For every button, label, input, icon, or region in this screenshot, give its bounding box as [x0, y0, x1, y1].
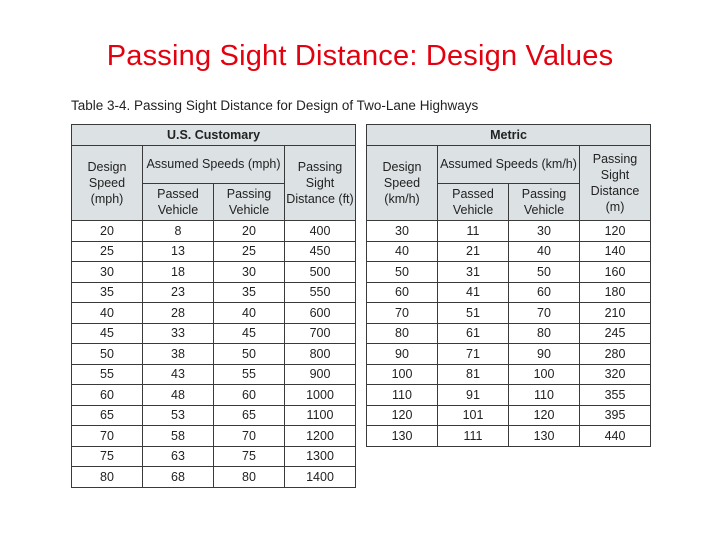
us-table-cell: 400 — [285, 221, 356, 242]
us-table-row — [72, 426, 356, 447]
metric-table-cell: 130 — [367, 426, 438, 447]
metric-table-cell: 70 — [367, 303, 438, 324]
us-table-row — [72, 344, 356, 365]
metric-psd-header: Passing Sight Distance (m) — [580, 146, 651, 221]
us-table-cell: 600 — [285, 303, 356, 324]
us-table-cell: 30 — [72, 262, 143, 283]
metric-table-cell: 40 — [509, 241, 580, 262]
us-table-cell: 23 — [143, 282, 214, 303]
us-table-cell: 700 — [285, 323, 356, 344]
us-table-cell: 35 — [72, 282, 143, 303]
us-assumed-speeds-header: Assumed Speeds (mph) — [143, 146, 285, 184]
metric-table-cell: 71 — [438, 344, 509, 365]
us-table-row — [72, 303, 356, 324]
us-table-cell: 55 — [72, 364, 143, 385]
metric-header: Metric — [367, 125, 651, 146]
metric-table-row — [367, 303, 651, 324]
us-table-cell: 80 — [72, 467, 143, 488]
metric-table-cell: 90 — [367, 344, 438, 365]
us-customary-table — [71, 124, 356, 488]
metric-table-cell: 50 — [509, 262, 580, 283]
metric-table-cell: 61 — [438, 323, 509, 344]
metric-table-cell: 120 — [509, 405, 580, 426]
us-table-cell: 80 — [214, 467, 285, 488]
metric-table-row — [367, 344, 651, 365]
us-table-cell: 800 — [285, 344, 356, 365]
metric-table-cell: 210 — [580, 303, 651, 324]
metric-table-cell: 30 — [509, 221, 580, 242]
us-table-cell: 70 — [72, 426, 143, 447]
metric-table-cell: 91 — [438, 385, 509, 406]
metric-table-row — [367, 262, 651, 283]
us-table-cell: 53 — [143, 405, 214, 426]
metric-table-cell: 80 — [509, 323, 580, 344]
metric-passing-vehicle-header: Passing Vehicle — [509, 183, 580, 221]
us-table-row — [72, 364, 356, 385]
us-table-cell: 8 — [143, 221, 214, 242]
us-table-cell: 45 — [214, 323, 285, 344]
metric-table-cell: 101 — [438, 405, 509, 426]
us-table-cell: 900 — [285, 364, 356, 385]
us-passed-vehicle-header: Passed Vehicle — [143, 183, 214, 221]
metric-table-cell: 51 — [438, 303, 509, 324]
metric-table-cell: 160 — [580, 262, 651, 283]
us-table-cell: 40 — [214, 303, 285, 324]
us-table-cell: 48 — [143, 385, 214, 406]
us-table-cell: 25 — [72, 241, 143, 262]
metric-table-cell: 120 — [367, 405, 438, 426]
metric-table-cell: 80 — [367, 323, 438, 344]
us-table-row — [72, 405, 356, 426]
metric-table-cell: 110 — [367, 385, 438, 406]
us-table-cell: 28 — [143, 303, 214, 324]
metric-table-cell: 81 — [438, 364, 509, 385]
us-table-cell: 20 — [214, 221, 285, 242]
us-table-cell: 43 — [143, 364, 214, 385]
metric-table-cell: 60 — [509, 282, 580, 303]
metric-table-row — [367, 241, 651, 262]
metric-table-cell: 41 — [438, 282, 509, 303]
us-table-cell: 18 — [143, 262, 214, 283]
metric-table-cell: 70 — [509, 303, 580, 324]
us-passing-vehicle-header: Passing Vehicle — [214, 183, 285, 221]
metric-table-row — [367, 385, 651, 406]
us-table-cell: 1100 — [285, 405, 356, 426]
us-table-body — [72, 221, 356, 488]
us-table-cell: 450 — [285, 241, 356, 262]
metric-table-row — [367, 364, 651, 385]
us-table-cell: 20 — [72, 221, 143, 242]
slide-title: Passing Sight Distance: Design Values — [106, 40, 614, 72]
us-table-cell: 33 — [143, 323, 214, 344]
metric-table-row — [367, 282, 651, 303]
us-table-cell: 60 — [72, 385, 143, 406]
us-table-cell: 1200 — [285, 426, 356, 447]
us-table-cell: 75 — [72, 446, 143, 467]
metric-table-cell: 395 — [580, 405, 651, 426]
us-table-row — [72, 323, 356, 344]
metric-table-cell: 130 — [509, 426, 580, 447]
us-table-cell: 65 — [72, 405, 143, 426]
us-table-cell: 68 — [143, 467, 214, 488]
us-table-row — [72, 385, 356, 406]
us-table-cell: 55 — [214, 364, 285, 385]
metric-table-row — [367, 405, 651, 426]
us-table-row — [72, 282, 356, 303]
metric-table-cell: 245 — [580, 323, 651, 344]
metric-table-row — [367, 221, 651, 242]
us-table-row — [72, 241, 356, 262]
us-table-cell: 35 — [214, 282, 285, 303]
metric-table-cell: 440 — [580, 426, 651, 447]
us-table-cell: 13 — [143, 241, 214, 262]
metric-table-cell: 355 — [580, 385, 651, 406]
us-table-cell: 40 — [72, 303, 143, 324]
metric-table-cell: 40 — [367, 241, 438, 262]
us-table-cell: 1400 — [285, 467, 356, 488]
us-design-speed-header: Design Speed (mph) — [72, 146, 143, 221]
us-table-row — [72, 467, 356, 488]
us-table-cell: 25 — [214, 241, 285, 262]
metric-table-cell: 120 — [580, 221, 651, 242]
metric-passed-vehicle-header: Passed Vehicle — [438, 183, 509, 221]
metric-table-cell: 90 — [509, 344, 580, 365]
metric-assumed-speeds-header: Assumed Speeds (km/h) — [438, 146, 580, 184]
metric-table-cell: 111 — [438, 426, 509, 447]
us-table-cell: 60 — [214, 385, 285, 406]
metric-table-cell: 11 — [438, 221, 509, 242]
metric-table-cell: 320 — [580, 364, 651, 385]
metric-table-cell: 31 — [438, 262, 509, 283]
us-table-cell: 63 — [143, 446, 214, 467]
metric-table — [366, 124, 651, 447]
us-customary-header: U.S. Customary — [72, 125, 356, 146]
us-table-cell: 1000 — [285, 385, 356, 406]
metric-design-speed-header: Design Speed (km/h) — [367, 146, 438, 221]
us-table-row — [72, 262, 356, 283]
us-table-cell: 45 — [72, 323, 143, 344]
metric-table-cell: 180 — [580, 282, 651, 303]
us-table-cell: 50 — [72, 344, 143, 365]
metric-table-body — [367, 221, 651, 447]
us-table-cell: 75 — [214, 446, 285, 467]
metric-table-cell: 50 — [367, 262, 438, 283]
metric-table-cell: 280 — [580, 344, 651, 365]
metric-table-cell: 60 — [367, 282, 438, 303]
metric-table-cell: 30 — [367, 221, 438, 242]
metric-table-cell: 100 — [367, 364, 438, 385]
us-table-row — [72, 221, 356, 242]
us-table-cell: 58 — [143, 426, 214, 447]
table-caption: Table 3-4. Passing Sight Distance for Design of Two-Lane Highways — [71, 98, 479, 113]
us-table-cell: 50 — [214, 344, 285, 365]
metric-table-cell: 100 — [509, 364, 580, 385]
us-table-cell: 70 — [214, 426, 285, 447]
metric-table-row — [367, 426, 651, 447]
us-psd-header: Passing Sight Distance (ft) — [285, 146, 356, 221]
us-table-cell: 1300 — [285, 446, 356, 467]
us-table-cell: 30 — [214, 262, 285, 283]
us-table-cell: 500 — [285, 262, 356, 283]
metric-table-row — [367, 323, 651, 344]
us-table-cell: 38 — [143, 344, 214, 365]
us-table-row — [72, 446, 356, 467]
metric-table-cell: 140 — [580, 241, 651, 262]
metric-table-cell: 110 — [509, 385, 580, 406]
metric-table-cell: 21 — [438, 241, 509, 262]
us-table-cell: 550 — [285, 282, 356, 303]
us-table-cell: 65 — [214, 405, 285, 426]
